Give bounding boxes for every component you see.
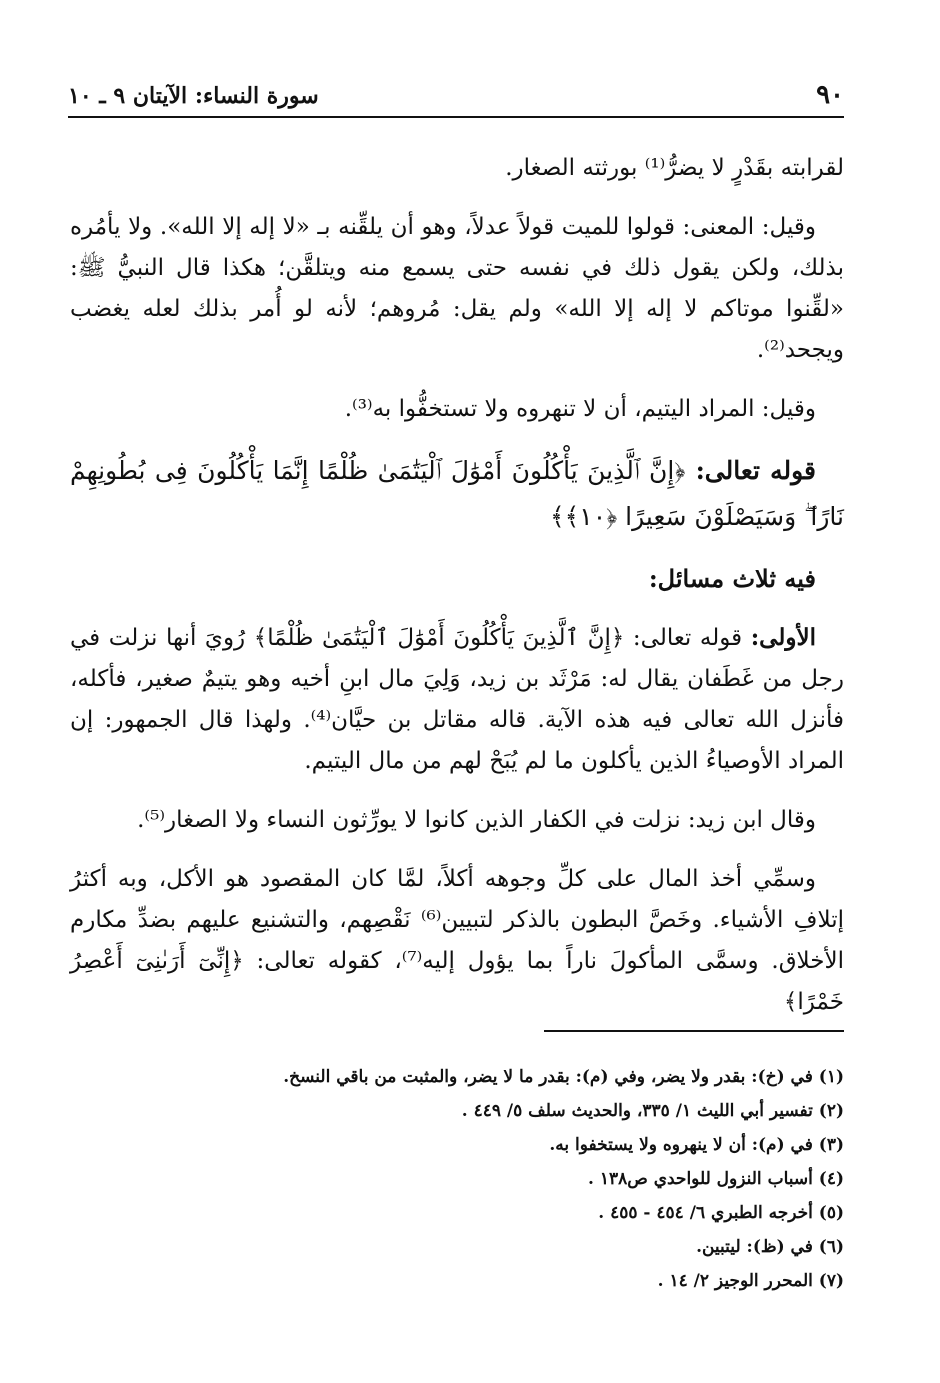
footnote-item: (٣) في (م): أن لا ينهروه ولا يستخفوا به. <box>549 1135 844 1155</box>
footnote-item: (٢) تفسير أبي الليث ١/ ٣٣٥، والحديث سلف ٥/ ٤٤٩ . <box>461 1101 844 1121</box>
footnote-item: (٦) في (ظ): ليتبين. <box>696 1237 844 1257</box>
main-text <box>70 148 844 1041</box>
paragraph-4-intro: قوله تعالى: <box>632 625 743 651</box>
page-number: ٩٠ <box>816 80 844 110</box>
footnotes <box>80 1060 844 1298</box>
paragraph-4 <box>70 617 844 782</box>
paragraph-6 <box>70 859 844 1023</box>
footnote-item: (٤) أسباب النزول للواحدي ص١٣٨ . <box>587 1169 844 1189</box>
footnote-item: (٥) أخرجه الطبري ٦/ ٤٥٤ - ٤٥٥ . <box>598 1203 844 1223</box>
paragraph-2: وقيل: المعنى: قولوا للميت قولاً عدلاً، وهو أن يلقِّنه بـ «لا إله إلا الله». ولا يأمُره بذلك، ولكن يقول ذلك في نفسه حتى يسمع منه ويتلقَّن؛ هكذا قال النبيُّ ﷺ: «لقِّنوا موتاكم لا إله إلا الله» ولم يقل: مُروهم؛ لأنه لو أُمر بذلك لعله يغضب ويجحد⁽²⁾. <box>70 214 844 363</box>
footnote-item: (٧) المحرر الوجيز ٢/ ١٤ . <box>657 1271 844 1291</box>
page-header <box>68 80 844 118</box>
footnote-divider <box>544 1030 844 1032</box>
footnote-item: (١) في (خ): بقدر ولا يضر، وفي (م): بقدر ما لا يضر، والمثبت من باقي النسخ. <box>283 1067 844 1087</box>
paragraph-3: وقيل: المراد اليتيم، أن لا تنهروه ولا تستخفُّوا به⁽³⁾. <box>344 396 816 422</box>
paragraph-6-text: وسمِّي أخذ المال على كلِّ وجوهه أكلاً، لمَّا كان المقصود هو الأكل، وبه أكثرُ إتلافِ الأشياء. وخَصَّ البطون بالذكر لتبيين⁽⁶⁾ نَقْصِهم، والتشنيع عليهم بضدِّ مكارم الأخلاق. وسمَّى المأكولَ ناراً بما يؤول إليه⁽⁷⁾، كقوله تعالى: <box>70 866 844 974</box>
quran-quote: ﴿إِنَّ ٱلَّذِينَ يَأْكُلُونَ أَمْوَٰلَ ٱلْيَتَٰمَىٰ ظُلْمًا﴾ <box>253 625 625 651</box>
paragraph-5: وقال ابن زيد: نزلت في الكفار الذين كانوا لا يورِّثون النساء ولا الصغار⁽⁵⁾. <box>137 807 816 833</box>
quran-verse: ﴿إِنَّ ٱلَّذِينَ يَأْكُلُونَ أَمْوَٰلَ ٱلْيَتَٰمَىٰ ظُلْمًا إِنَّمَا يَأْكُلُونَ فِى بُطُونِهِمْ نَارًا ۖ وَسَيَصْلَوْنَ سَعِيرًا ﴿١٠﴾﴾ <box>70 456 844 531</box>
quran-quote-2: ﴿إِنِّىٓ أَرَىٰنِىٓ أَعْصِرُ خَمْرًا﴾ <box>70 948 844 1015</box>
section-heading: فيه ثلاث مسائل: <box>648 564 816 593</box>
paragraph-1: لقرابته بقَدْرٍ لا يضرُّ⁽¹⁾ بورثته الصغار. <box>505 155 844 181</box>
running-title: سورة النساء: الآيتان ٩ ـ ١٠ <box>68 83 319 109</box>
verse-heading <box>70 448 844 540</box>
issue-label: الأولى: <box>750 624 816 651</box>
verse-lead: قوله تعالى: <box>695 456 816 485</box>
paragraph-4-rest: رُويَ أنها نزلت في رجل من غَطَفان يقال له: مَرْثَد بن زيد، وَلِيَ مال ابنِ أخيه وهو يتيمٌ صغير، فأكله، فأنزل الله تعالى فيه هذه الآية. قاله مقاتل بن حيَّان⁽⁴⁾. ولهذا قال الجمهور: إن المراد الأوصياءُ الذين يأكلون ما لم يُبَحْ لهم من مال اليتيم. <box>70 625 844 774</box>
